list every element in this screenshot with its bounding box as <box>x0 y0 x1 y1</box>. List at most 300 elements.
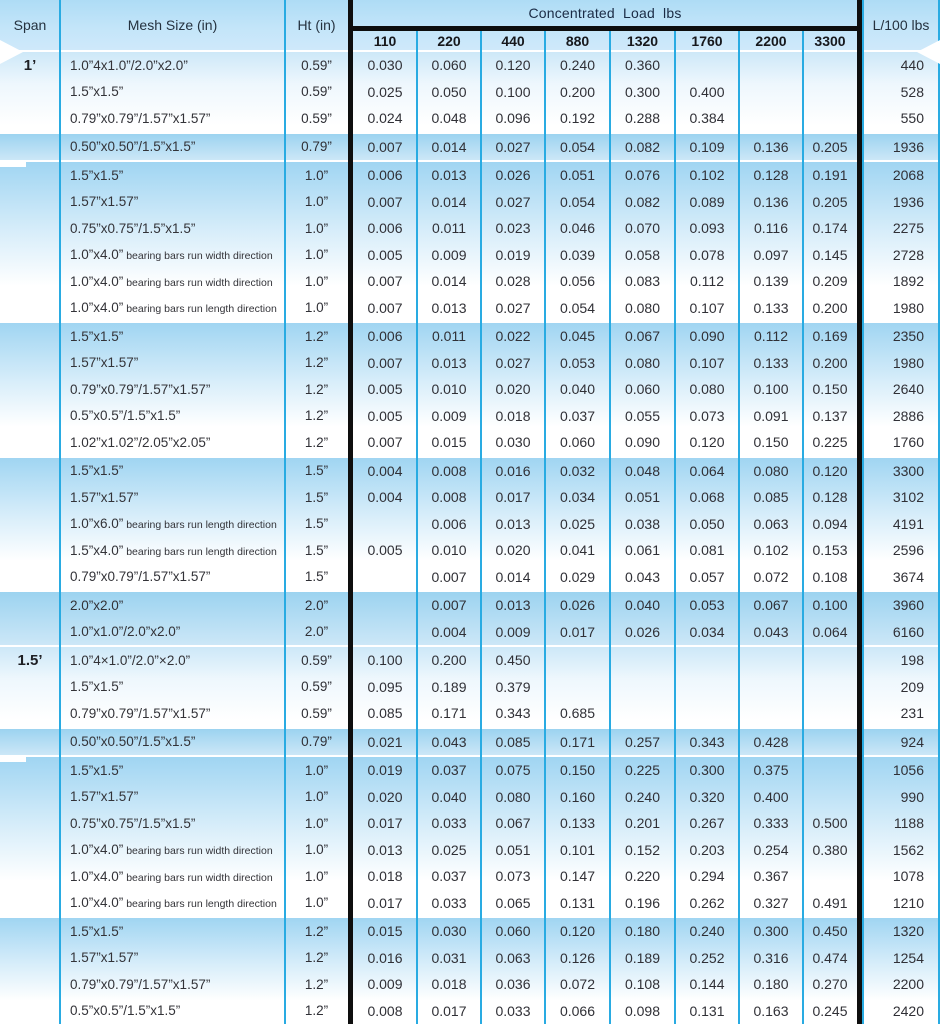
load-value-cell: 0.033 <box>495 1002 531 1019</box>
ht-group-band <box>0 645 940 727</box>
load-value-cell: 0.037 <box>431 762 467 779</box>
table-row <box>0 810 940 837</box>
ht-group-band <box>0 50 940 132</box>
table-row <box>0 757 940 784</box>
load-value-cell: 0.005 <box>367 407 403 424</box>
mesh-size-cell <box>60 300 285 315</box>
height-cell: 1.2” <box>304 328 329 344</box>
table-row <box>0 945 940 972</box>
load-value-cell: 0.082 <box>624 193 661 210</box>
load-value-cell: 0.101 <box>559 841 596 858</box>
table-row <box>0 429 940 456</box>
load-value-cell: 0.080 <box>495 788 531 805</box>
load-value-cell: 0.384 <box>689 110 725 127</box>
load-value-cell: 0.033 <box>431 815 467 832</box>
mesh-size-text: 1.0”4×1.0”/2.0”×2.0” <box>70 652 191 668</box>
load-value-cell: 0.191 <box>812 167 848 184</box>
load-value-cell: 0.240 <box>624 788 661 805</box>
table-row <box>0 998 940 1024</box>
height-cell: 1.0” <box>304 789 329 805</box>
load-value-cell: 0.006 <box>431 515 467 532</box>
mesh-size-note: bearing bars run width direction <box>123 250 273 263</box>
table-row <box>0 350 940 377</box>
load-value-cell: 0.006 <box>367 220 403 237</box>
table-row <box>0 837 940 864</box>
load-value-cell: 0.024 <box>367 110 403 127</box>
mesh-size-text: 1.0”x4.0” <box>70 273 124 289</box>
load-value-cell: 0.060 <box>559 434 596 451</box>
load-value-cell: 0.300 <box>689 762 725 779</box>
load-value-cell: 0.147 <box>559 868 596 885</box>
mesh-size-cell <box>60 950 285 965</box>
load-value-cell: 0.065 <box>495 894 531 911</box>
load-value-cell: 0.153 <box>812 542 848 559</box>
deflection-cell: 3102 <box>892 489 924 506</box>
load-value-cell: 0.030 <box>367 57 403 74</box>
load-value-cell: 0.120 <box>812 462 848 479</box>
mesh-size-cell <box>60 653 285 668</box>
load-value-cell: 0.054 <box>559 138 596 155</box>
load-value-cell: 0.112 <box>754 328 788 345</box>
height-cell: 1.0” <box>304 273 329 289</box>
load-value-cell: 0.267 <box>689 815 725 832</box>
height-cell: 1.0” <box>304 247 329 263</box>
table-row <box>0 592 940 619</box>
deflection-cell: 2728 <box>892 246 924 263</box>
ht-group-band <box>0 727 940 756</box>
load-column-header: 2200 <box>755 32 787 49</box>
mesh-size-text: 1.5”x1.5” <box>70 328 124 344</box>
deflection-cell: 2275 <box>892 220 924 237</box>
load-value-cell: 0.027 <box>495 193 531 210</box>
load-value-cell: 0.082 <box>624 138 661 155</box>
load-value-cell: 0.005 <box>367 381 403 398</box>
load-value-cell: 0.107 <box>689 299 725 316</box>
load-value-cell: 0.013 <box>431 299 467 316</box>
table-row <box>0 918 940 945</box>
height-cell: 1.2” <box>304 434 329 450</box>
load-value-cell: 0.014 <box>431 193 467 210</box>
load-value-cell: 0.037 <box>431 868 467 885</box>
load-value-cell: 0.054 <box>559 299 596 316</box>
load-value-cell: 0.128 <box>753 167 789 184</box>
load-value-cell: 0.072 <box>559 976 596 993</box>
mesh-size-cell <box>60 355 285 370</box>
deflection-cell: 6160 <box>892 623 924 640</box>
height-cell: 1.2” <box>304 1003 329 1019</box>
mesh-size-text: 1.5”x1.5” <box>70 463 124 479</box>
load-value-cell: 0.169 <box>812 328 848 345</box>
load-value-cell: 0.020 <box>495 381 531 398</box>
load-value-cell: 0.014 <box>431 138 467 155</box>
mesh-size-text: 1.0”x4.0” <box>70 868 124 884</box>
mesh-size-cell <box>60 679 285 694</box>
load-value-cell: 0.007 <box>367 354 403 371</box>
load-value-cell: 0.205 <box>812 193 848 210</box>
load-value-cell: 0.080 <box>753 462 789 479</box>
load-value-cell: 0.030 <box>495 434 531 451</box>
load-value-cell: 0.120 <box>495 57 531 74</box>
load-value-cell: 0.017 <box>367 815 403 832</box>
mesh-size-text: 0.75”x0.75”/1.5”x1.5” <box>70 220 196 236</box>
load-value-cell: 0.063 <box>753 515 789 532</box>
load-value-cell: 0.100 <box>495 83 531 100</box>
load-value-cell: 0.043 <box>431 733 467 750</box>
mesh-size-cell <box>60 194 285 209</box>
load-value-cell: 0.007 <box>367 299 403 316</box>
mesh-size-text: 0.50”x0.50”/1.5”x1.5” <box>70 734 196 750</box>
load-value-cell: 0.017 <box>367 894 403 911</box>
mesh-size-cell <box>60 624 285 639</box>
mesh-size-cell <box>60 763 285 778</box>
deflection-cell: 1980 <box>892 299 924 316</box>
load-value-cell: 0.037 <box>559 407 596 424</box>
height-cell: 1.0” <box>304 842 329 858</box>
deflection-cell: 1188 <box>893 815 924 832</box>
deflection-cell: 231 <box>900 705 924 722</box>
load-value-cell: 0.375 <box>753 762 789 779</box>
load-value-cell: 0.100 <box>367 652 403 669</box>
load-column-header: 220 <box>437 32 461 49</box>
load-value-cell: 0.100 <box>812 597 848 614</box>
load-value-cell: 0.054 <box>559 193 596 210</box>
mesh-size-cell <box>60 490 285 505</box>
load-value-cell: 0.108 <box>624 976 661 993</box>
load-value-cell: 0.023 <box>495 220 531 237</box>
load-value-cell: 0.380 <box>812 841 848 858</box>
mesh-size-cell <box>60 598 285 613</box>
table-row <box>0 376 940 403</box>
mesh-size-text: 0.50”x0.50”/1.5”x1.5” <box>70 139 196 155</box>
load-value-cell: 0.240 <box>689 923 725 940</box>
load-value-cell: 0.102 <box>689 167 725 184</box>
deflection-cell: 1210 <box>892 894 924 911</box>
load-value-cell: 0.014 <box>495 568 531 585</box>
load-value-cell: 0.200 <box>812 354 848 371</box>
load-value-cell: 0.019 <box>367 762 403 779</box>
load-value-cell: 0.189 <box>431 678 467 695</box>
mesh-size-cell <box>60 84 285 99</box>
load-value-cell: 0.152 <box>624 841 661 858</box>
load-value-cell: 0.139 <box>753 273 789 290</box>
deflection-cell: 3960 <box>892 597 924 614</box>
load-value-cell: 0.048 <box>431 110 467 127</box>
mesh-size-text: 1.02”x1.02”/2.05”x2.05” <box>70 434 211 450</box>
ht-group-band <box>0 456 940 591</box>
mesh-size-text: 1.0”x4.0” <box>70 247 124 263</box>
mesh-size-cell <box>60 516 285 531</box>
deflection-cell: 2420 <box>892 1002 924 1019</box>
load-value-cell: 0.008 <box>367 1002 403 1019</box>
height-cell: 0.59” <box>301 84 332 100</box>
load-value-cell: 0.004 <box>367 462 403 479</box>
deflection-cell: 2068 <box>892 167 924 184</box>
mesh-size-note: bearing bars run length direction <box>123 303 277 316</box>
load-value-cell: 0.015 <box>367 923 403 940</box>
load-value-cell: 0.163 <box>753 1002 789 1019</box>
load-value-cell: 0.010 <box>431 542 467 559</box>
load-value-cell: 0.015 <box>431 434 467 451</box>
load-value-cell: 0.025 <box>559 515 596 532</box>
mesh-size-cell <box>60 734 285 749</box>
load-value-cell: 0.150 <box>753 434 789 451</box>
load-value-cell: 0.685 <box>559 705 596 722</box>
span-column-header: Span <box>13 17 47 33</box>
load-value-cell: 0.073 <box>495 868 531 885</box>
load-value-cell: 0.060 <box>431 57 467 74</box>
load-value-cell: 0.128 <box>812 489 848 506</box>
deflection-cell: 2200 <box>892 976 924 993</box>
mesh-size-cell <box>60 977 285 992</box>
load-value-cell: 0.006 <box>367 167 403 184</box>
load-value-cell: 0.171 <box>559 733 596 750</box>
load-value-cell: 0.027 <box>495 299 531 316</box>
mesh-size-column-header: Mesh Size (in) <box>127 17 218 33</box>
table-row <box>0 537 940 564</box>
mesh-size-text: 1.0”x6.0” <box>70 516 124 532</box>
mesh-size-text: 0.5”x0.5”/1.5”x1.5” <box>70 408 181 424</box>
load-value-cell: 0.008 <box>431 489 467 506</box>
deflection-cell: 4191 <box>892 515 924 532</box>
table-row <box>0 729 940 756</box>
table-row <box>0 700 940 727</box>
deflection-cell: 3300 <box>892 462 924 479</box>
load-value-cell: 0.060 <box>624 381 661 398</box>
load-value-cell: 0.096 <box>495 110 531 127</box>
height-cell: 1.5” <box>304 542 329 558</box>
load-value-cell: 0.007 <box>367 434 403 451</box>
mesh-size-text: 1.57”x1.57” <box>70 950 139 966</box>
mesh-size-cell <box>60 329 285 344</box>
load-value-cell: 0.030 <box>431 923 467 940</box>
deflection-cell: 1936 <box>892 193 924 210</box>
load-value-cell: 0.076 <box>624 167 661 184</box>
mesh-size-text: 1.0”4x1.0”/2.0”x2.0” <box>70 57 188 73</box>
deflection-cell: 1980 <box>892 354 924 371</box>
mesh-size-text: 0.75”x0.75”/1.5”x1.5” <box>70 815 196 831</box>
mesh-size-cell <box>60 58 285 73</box>
load-value-cell: 0.051 <box>495 841 531 858</box>
deflection-cell: 550 <box>900 110 924 127</box>
mesh-size-cell <box>60 895 285 910</box>
load-value-cell: 0.126 <box>559 949 596 966</box>
load-value-cell: 0.080 <box>624 354 661 371</box>
load-column-header: 3300 <box>814 32 846 49</box>
mesh-size-text: 1.57”x1.57” <box>70 194 139 210</box>
table-row <box>0 215 940 242</box>
table-row <box>0 674 940 701</box>
load-value-cell: 0.013 <box>431 167 467 184</box>
height-cell: 0.79” <box>301 734 332 750</box>
load-value-cell: 0.343 <box>689 733 725 750</box>
height-cell: 1.5” <box>304 516 329 532</box>
table-row <box>0 189 940 216</box>
load-value-cell: 0.041 <box>559 542 596 559</box>
mesh-size-note: bearing bars run width direction <box>123 871 273 884</box>
load-value-cell: 0.036 <box>495 976 531 993</box>
mesh-size-text: 0.79”x0.79”/1.57”x1.57” <box>70 976 211 992</box>
height-cell: 1.5” <box>304 489 329 505</box>
load-value-cell: 0.174 <box>812 220 848 237</box>
load-value-cell: 0.081 <box>689 542 725 559</box>
height-cell: 1.0” <box>304 300 329 316</box>
table-row <box>0 511 940 538</box>
load-value-cell: 0.066 <box>559 1002 596 1019</box>
ht-group-band <box>0 916 940 1024</box>
load-value-cell: 0.033 <box>431 894 467 911</box>
load-value-cell: 0.064 <box>689 462 725 479</box>
height-cell: 0.59” <box>301 110 332 126</box>
load-value-cell: 0.016 <box>495 462 531 479</box>
mesh-size-cell <box>60 463 285 478</box>
load-value-cell: 0.067 <box>753 597 789 614</box>
load-value-cell: 0.040 <box>559 381 596 398</box>
load-value-cell: 0.094 <box>812 515 848 532</box>
table-row <box>0 295 940 322</box>
load-value-cell: 0.075 <box>495 762 531 779</box>
load-value-cell: 0.225 <box>624 762 661 779</box>
load-value-cell: 0.046 <box>559 220 596 237</box>
load-value-cell: 0.070 <box>624 220 661 237</box>
deflection-cell: 1254 <box>892 949 924 966</box>
load-value-cell: 0.013 <box>495 597 531 614</box>
load-value-cell: 0.085 <box>753 489 789 506</box>
mesh-size-cell <box>60 221 285 236</box>
load-value-cell: 0.196 <box>624 894 661 911</box>
height-cell: 1.2” <box>304 355 329 371</box>
load-value-cell: 0.136 <box>753 138 789 155</box>
load-value-cell: 0.017 <box>495 489 531 506</box>
height-cell: 1.0” <box>304 868 329 884</box>
mesh-size-text: 1.0”x4.0” <box>70 895 124 911</box>
load-value-cell: 0.051 <box>624 489 661 506</box>
mesh-size-text: 2.0”x2.0” <box>70 597 124 613</box>
table-row <box>0 971 940 998</box>
deflection-cell: 528 <box>900 83 924 100</box>
load-value-cell: 0.007 <box>367 193 403 210</box>
mesh-size-note: bearing bars run length direction <box>123 519 277 532</box>
load-value-cell: 0.028 <box>495 273 531 290</box>
load-value-cell: 0.203 <box>689 841 725 858</box>
load-value-cell: 0.073 <box>689 407 725 424</box>
height-cell: 1.2” <box>304 950 329 966</box>
load-value-cell: 0.018 <box>495 407 531 424</box>
load-value-cell: 0.288 <box>624 110 661 127</box>
load-value-cell: 0.050 <box>689 515 725 532</box>
load-value-cell: 0.032 <box>559 462 596 479</box>
load-value-cell: 0.400 <box>689 83 725 100</box>
mesh-size-cell <box>60 816 285 831</box>
table-row <box>0 52 940 79</box>
load-value-cell: 0.027 <box>495 138 531 155</box>
load-value-cell: 0.367 <box>753 868 789 885</box>
load-value-cell: 0.005 <box>367 542 403 559</box>
load-value-cell: 0.225 <box>812 434 848 451</box>
load-value-cell: 0.428 <box>753 733 789 750</box>
load-value-cell: 0.039 <box>559 246 596 263</box>
load-value-cell: 0.064 <box>812 623 848 640</box>
load-value-cell: 0.040 <box>431 788 467 805</box>
deflection-cell: 1320 <box>892 923 924 940</box>
mesh-size-text: 0.79”x0.79”/1.57”x1.57” <box>70 569 211 585</box>
mesh-size-cell <box>60 569 285 584</box>
load-value-cell: 0.007 <box>367 273 403 290</box>
deflection-cell: 440 <box>900 57 924 74</box>
load-value-cell: 0.107 <box>689 354 725 371</box>
load-value-cell: 0.009 <box>495 623 531 640</box>
load-value-cell: 0.500 <box>812 815 848 832</box>
load-value-cell: 0.316 <box>753 949 789 966</box>
ht-group-band <box>0 160 940 321</box>
table-header <box>0 0 940 50</box>
load-value-cell: 0.063 <box>495 949 531 966</box>
load-value-cell: 0.150 <box>559 762 596 779</box>
load-value-cell: 0.005 <box>367 246 403 263</box>
height-cell: 1.2” <box>304 976 329 992</box>
load-column-header: 1760 <box>691 32 723 49</box>
deflection-cell: 990 <box>900 788 924 805</box>
load-value-cell: 0.026 <box>559 597 596 614</box>
load-value-cell: 0.027 <box>495 354 531 371</box>
load-value-cell: 0.262 <box>689 894 725 911</box>
load-value-cell: 0.020 <box>495 542 531 559</box>
mesh-size-cell <box>60 408 285 423</box>
load-value-cell: 0.450 <box>812 923 848 940</box>
load-value-cell: 0.056 <box>559 273 596 290</box>
load-value-cell: 0.192 <box>559 110 596 127</box>
mesh-size-text: 0.5”x0.5”/1.5”x1.5” <box>70 1003 181 1019</box>
load-value-cell: 0.004 <box>367 489 403 506</box>
ht-group-band <box>0 590 940 645</box>
load-value-cell: 0.102 <box>753 542 789 559</box>
deflection-cell: 198 <box>900 652 924 669</box>
load-value-cell: 0.116 <box>754 220 788 237</box>
load-value-cell: 0.058 <box>624 246 661 263</box>
load-value-cell: 0.018 <box>367 868 403 885</box>
load-value-cell: 0.133 <box>753 354 789 371</box>
load-value-cell: 0.014 <box>431 273 467 290</box>
load-value-cell: 0.055 <box>624 407 661 424</box>
mesh-size-cell <box>60 789 285 804</box>
load-value-cell: 0.200 <box>812 299 848 316</box>
height-cell: 1.0” <box>304 895 329 911</box>
load-value-cell: 0.200 <box>559 83 596 100</box>
mesh-size-text: 1.5”x1.5” <box>70 167 124 183</box>
load-value-cell: 0.300 <box>624 83 661 100</box>
load-value-cell: 0.025 <box>431 841 467 858</box>
load-value-cell: 0.051 <box>559 167 596 184</box>
mesh-size-text: 1.57”x1.57” <box>70 489 139 505</box>
load-value-cell: 0.245 <box>812 1002 848 1019</box>
load-value-cell: 0.010 <box>431 381 467 398</box>
load-value-cell: 0.131 <box>689 1002 725 1019</box>
load-value-cell: 0.080 <box>624 299 661 316</box>
load-value-cell: 0.034 <box>559 489 596 506</box>
mesh-size-text: 0.79”x0.79”/1.57”x1.57” <box>70 705 211 721</box>
load-value-cell: 0.016 <box>367 949 403 966</box>
span-label: 1’ <box>23 56 37 74</box>
load-value-cell: 0.379 <box>495 678 531 695</box>
height-cell: 1.2” <box>304 381 329 397</box>
load-value-cell: 0.080 <box>689 381 725 398</box>
load-value-cell: 0.007 <box>431 568 467 585</box>
load-value-cell: 0.008 <box>431 462 467 479</box>
load-value-cell: 0.137 <box>812 407 848 424</box>
load-column-header: 440 <box>501 32 525 49</box>
load-value-cell: 0.133 <box>559 815 596 832</box>
load-value-cell: 0.095 <box>367 678 403 695</box>
height-cell: 2.0” <box>304 624 329 640</box>
